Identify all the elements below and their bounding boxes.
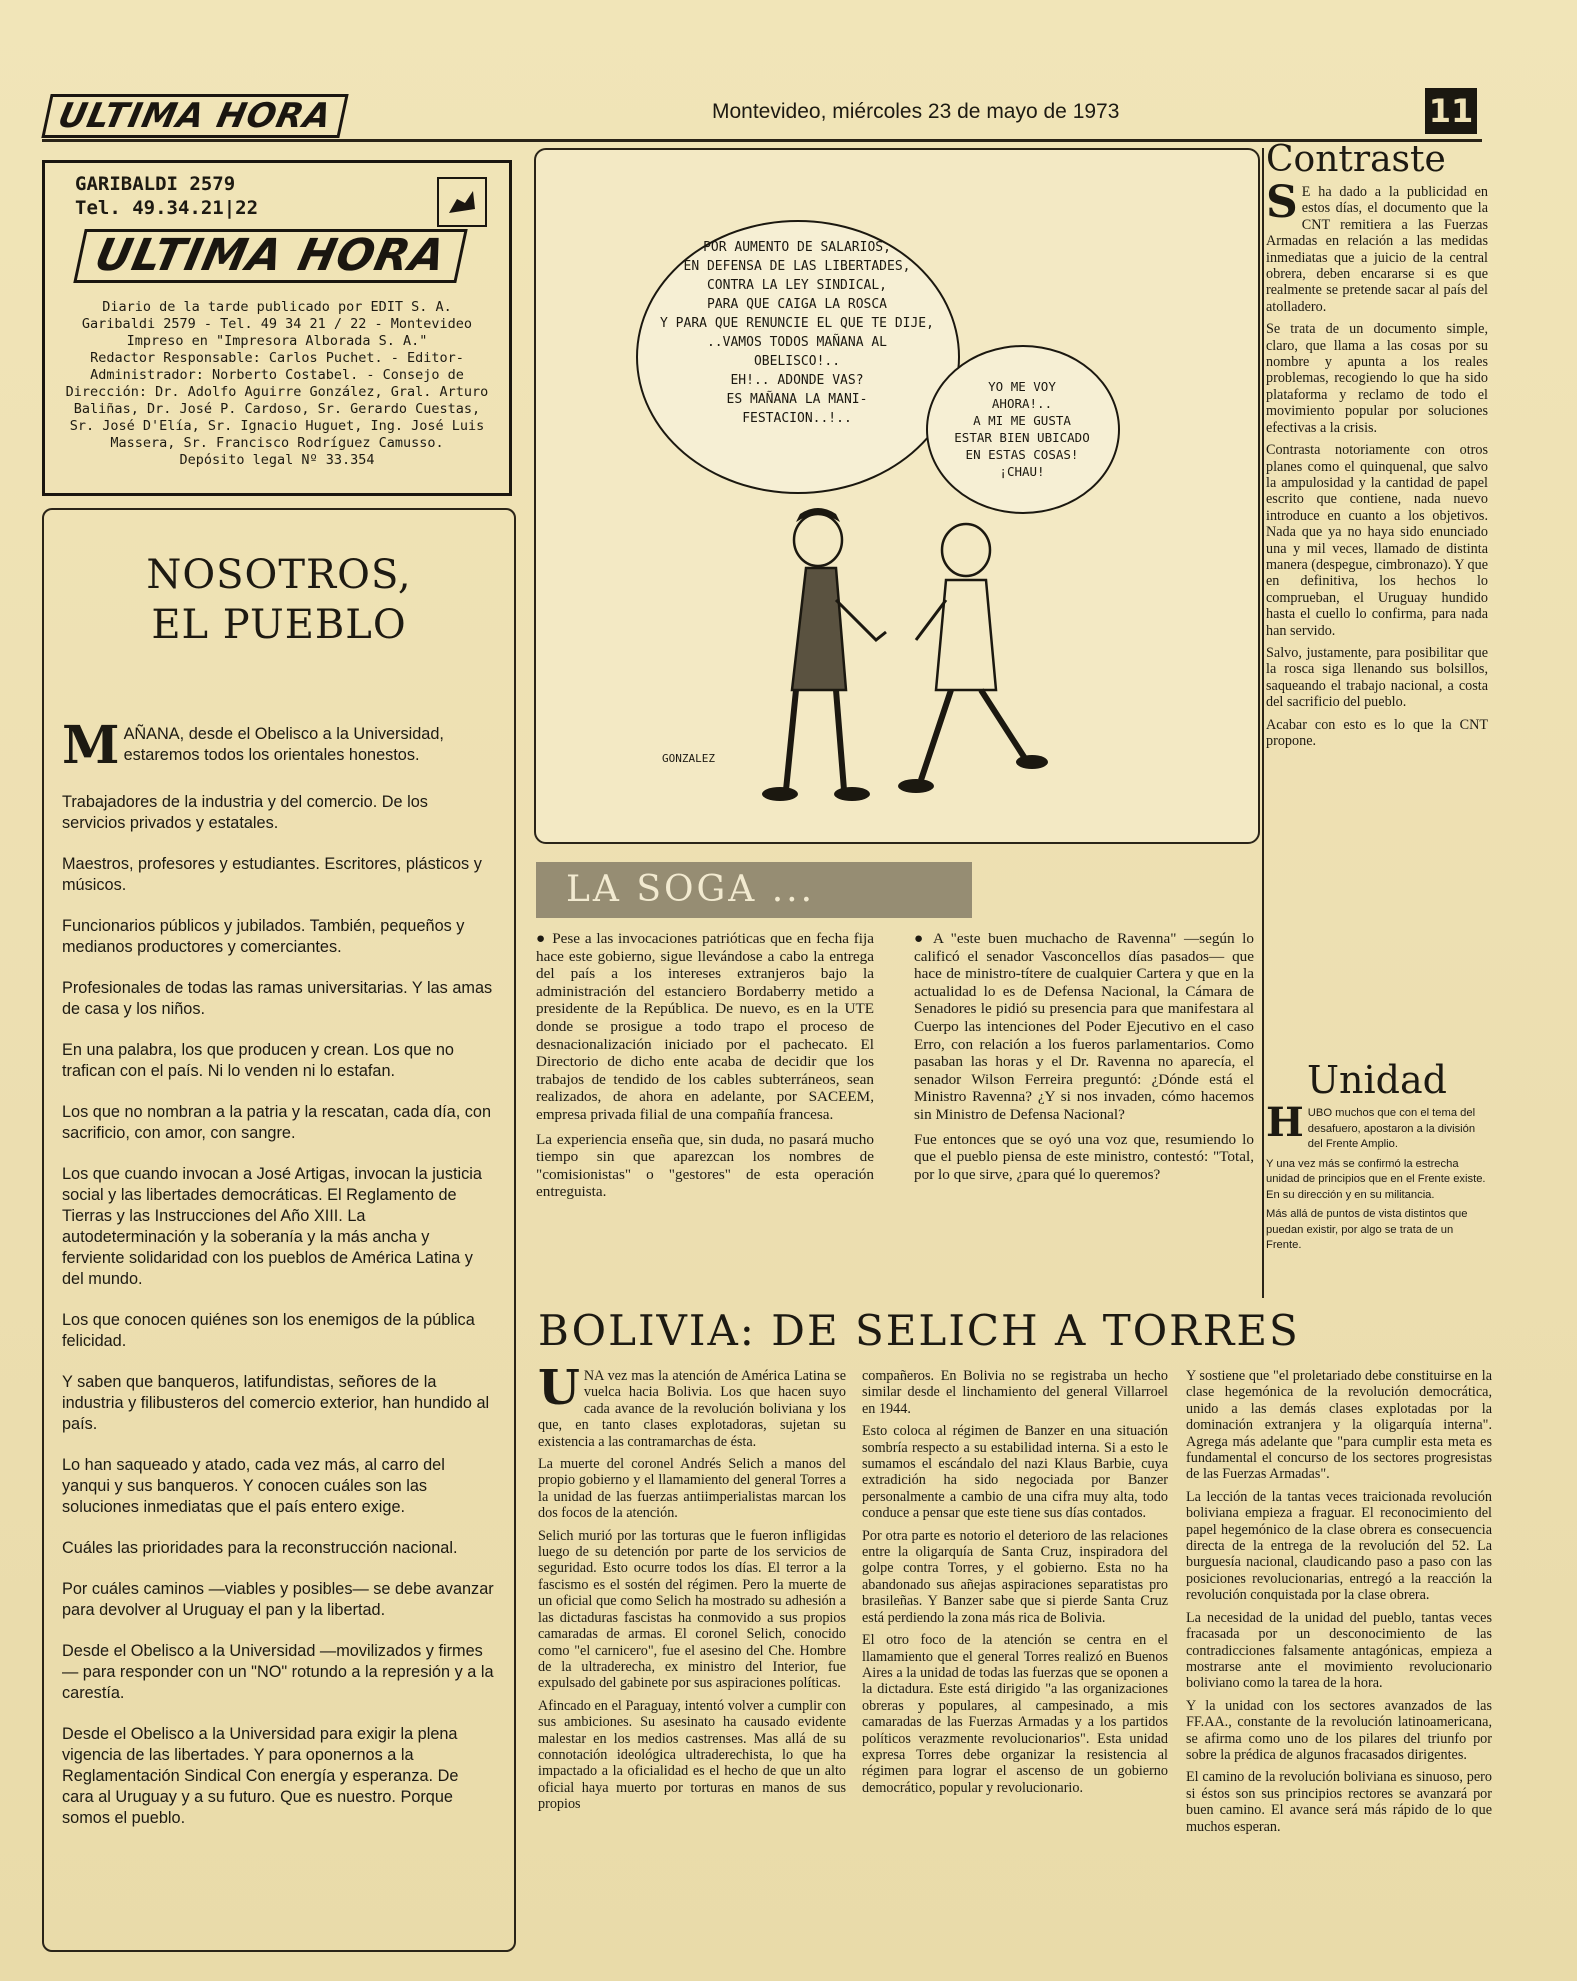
- contraste-body: [1266, 177, 1488, 749]
- bullet-icon: ●: [914, 930, 927, 947]
- soga-column-2: [914, 930, 1254, 1190]
- cartoonist-signature: GONZALEZ: [662, 752, 715, 765]
- dropcap: H: [1266, 1099, 1304, 1146]
- dropcap: S: [1266, 177, 1298, 228]
- soga-header-band: LA SOGA ...: [536, 862, 972, 918]
- bolivia-headline: BOLIVIA: DE SELICH A TORRES: [538, 1306, 1300, 1355]
- paragraph: Esto coloca al régimen de Banzer en una situación sombría respecto a su estabilidad interna. Si a esto le sumamos el escándalo del nazi Klaus Barbie, cuya extradición ha sido negociada por Banzer personalmente a cambio de una cifra muy alta, todo conduce a pensar que este tiene sus días contados.: [862, 1423, 1168, 1522]
- paragraph: Afincado en el Paraguay, intentó volver a cumplir con sus ambiciones. Su asesinato ha causado evidente malestar en los medios castrenses. Mas allá de su connotación ideológica ultraderechista, lo que ha impactado a la oficialidad es el hecho de que un alto oficial haya muerto por torturas en manos de sus propios: [538, 1697, 846, 1813]
- paragraph: El otro foco de la atención se centra en el llamamiento que el general Torres realizó en Buenos Aires a la unidad de todas las fuerzas que se oponen a la dictadura. Este está dirigido "a las organizaciones obreras y populares, al campesinado, a mis camaradas de las Fuerzas Armadas y a los partidos políticos verazmente revolucionarios". Esta unidad expresa Torres debe organizar la resistencia al régimen para lograr el ascenso de un gobierno democrático, popular y revolucionario.: [862, 1632, 1168, 1796]
- paragraph: Cuáles las prioridades para la reconstrucción nacional.: [62, 1539, 458, 1557]
- paragraph: Los que cuando invocan a José Artigas, invocan la justicia social y las libertades democráticas. El Reglamento de Tierras y las Instrucciones del Año XIII. La autodeterminación y la soberanía y la más ancha y ferviente solidaridad con los pueblos de América Latina y del mundo.: [62, 1165, 482, 1288]
- dropcap: U: [538, 1360, 580, 1416]
- paragraph: Salvo, justamente, para posibilitar que la rosca siga llenando sus bolsillos, saqueando el trabajo nacional, a costa del sacrificio del pueblo.: [1266, 644, 1488, 711]
- paragraph: Y sostiene que "el proletariado debe constituirse en la clase hegemónica de la revolución democrática, unido a las demás clases explotadas por la dominación extranjera y la oligarquía interna". Agrega más adelante que "para cumplir esta meta es fundamental el concurso de los sectores progresistas de las Fuerzas Armadas".: [1186, 1368, 1492, 1483]
- paragraph: La muerte del coronel Andrés Selich a manos del propio gobierno y el llamamiento del general Torres a la unidad de las fuerzas antiimperialistas marcan los dos focos de la atención.: [538, 1456, 846, 1522]
- dateline: Montevideo, miércoles 23 de mayo de 1973: [712, 100, 1120, 123]
- lead-text: E ha dado a la publicidad en estos días, el documento que la CNT remitiera a las Fuerzas Armadas en relación a las medidas inmediatas que a juicio de la central obrera, deben encararse si es que realmente se pretende sacar al país del atolladero.: [1266, 184, 1488, 315]
- paragraph: Fue entonces que se oyó una voz que, resumiendo lo que el pueblo piensa de este ministro, contestó: "Total, por lo que sirve, ¿para qué lo queremos?: [914, 1130, 1254, 1183]
- infobox-credits: [53, 299, 501, 469]
- bolivia-column-1: [538, 1360, 846, 1819]
- unidad-article: [1266, 1058, 1488, 1254]
- soga-column-1: [536, 930, 874, 1208]
- lead-text: UBO muchos que con el tema del desafuero, apostaron a la división del Frente Amplio.: [1307, 1107, 1476, 1150]
- paragraph: La necesidad de la unidad del pueblo, tantas veces fracasada por un desconocimiento de las contradicciones falsamente antagónicas, empieza a mostrarse ante el movimiento revolucionario boliviano como la tarea de la hora.: [1186, 1609, 1492, 1692]
- paragraph: Los que no nombran a la patria y la rescatan, cada día, con sacrificio, con amor, con sangre.: [62, 1103, 492, 1142]
- paragraph: La experiencia enseña que, sin duda, no pasará mucho tiempo sin que aparezcan los nombres de "comisionistas" o "gestores" de esta operación entreguista.: [536, 1130, 874, 1201]
- contraste-article: [1266, 140, 1488, 755]
- infobox-phone: Tel. 49.34.21|22: [75, 197, 259, 219]
- infobox-logo: ULTIMA HORA: [73, 229, 468, 283]
- lead-paragraph: [1266, 1099, 1488, 1153]
- masthead-logo: ULTIMA HORA: [41, 94, 349, 138]
- page-number: 11: [1425, 88, 1477, 134]
- paragraph: compañeros. En Bolivia no se registraba un hecho similar desde el linchamiento del general Villarroel en 1944.: [862, 1368, 1168, 1417]
- infobox-emblem-icon: [437, 177, 487, 227]
- cartoon-figures-illustration: [736, 490, 1076, 820]
- unidad-title: Unidad: [1307, 1058, 1447, 1102]
- nosotros-body: [62, 715, 494, 1849]
- paragraph: Y una vez más se confirmó la estrecha unidad de principios que en el Frente existe. En su dirección y en su militancia.: [1266, 1157, 1486, 1201]
- infobox-line: Administrador: Norberto Costabel. - Consejo de: [90, 367, 464, 383]
- paragraph: Maestros, profesores y estudiantes. Escritores, plásticos y músicos.: [62, 855, 482, 894]
- paragraph: Lo han saqueado y atado, cada vez más, al carro del yanqui y sus banqueros. Y conocen cuáles son las soluciones inmediatas que el país entero exige.: [62, 1456, 445, 1516]
- paragraph: Y saben que banqueros, latifundistas, señores de la industria y filibusteros del comercio exterior, han hundido al país.: [62, 1373, 490, 1433]
- dropcap: M: [62, 715, 120, 776]
- unidad-body: [1266, 1099, 1488, 1254]
- infobox-line: Impreso en "Impresora Alborada S. A.": [126, 333, 428, 349]
- paragraph: Los que conocen quiénes son los enemigos de la pública felicidad.: [62, 1311, 475, 1350]
- paragraph: Desde el Obelisco a la Universidad para exigir la plena vigencia de las libertades. Y para oponernos a la Reglamentación Sindical Con energía y esperanza. De cara al Uruguay y a su futuro. Que es nuestro. Porque somos el pueblo.: [62, 1725, 459, 1827]
- bolivia-column-2: [862, 1368, 1168, 1802]
- paragraph: Profesionales de todas las ramas universitarias. Y las amas de casa y los niños.: [62, 979, 493, 1018]
- infobox-line: Baliñas, Dr. José P. Cardoso, Sr. Gerardo Cuestas,: [73, 401, 481, 417]
- soga-item: ● A "este buen muchacho de Ravenna" —según lo calificó el senador Vasconcellos días pasados— que hace de ministro-títere de cualquier Cartera y que en la actualidad lo es de Defensa Nacional, la Cámara de Senadores le pidió su presencia para que manifestara al Cuerpo las intenciones del Poder Ejecutivo en el caso Erro, con relación a los fueros parlamentarios. Como pasaban las horas y el Dr. Ravenna no aparecía, el senador Wilson Ferreira preguntó: ¿Dónde está el Ministro Ravenna? ¿Y si nos invaden, cómo hacemos sin Ministro de Defensa Nacional?: [914, 930, 1254, 1123]
- paragraph: Desde el Obelisco a la Universidad —movilizados y firmes— para responder con un "NO" rotundo a la represión y a la carestía.: [62, 1642, 494, 1702]
- infobox-address: GARIBALDI 2579: [75, 173, 236, 195]
- paragraph: Se trata de un documento simple, claro, que llama a las cosas por su nombre y apunta a los reales problemas, recogiendo lo que ha sido plataforma y reclamo de todo el movimiento popular por soluciones efectivas a la crisis.: [1266, 321, 1488, 436]
- publisher-infobox: [42, 160, 512, 496]
- infobox-line: Depósito legal Nº 33.354: [179, 452, 375, 468]
- paragraph: En una palabra, los que producen y crean. Los que no trafican con el país. Ni lo venden ni lo estafan.: [62, 1041, 454, 1080]
- cartoon-panel: [534, 148, 1260, 844]
- lead-text: NA vez mas la atención de América Latina se vuelca hacia Bolivia. Los que hacen suyo cada avance de la revolución boliviana y los que, en tanto clases explotadoras, sujetan su existencia a las contramarchas de ésta.: [538, 1368, 846, 1450]
- paragraph: El camino de la revolución boliviana es sinuoso, pero si éstos son sus principios rectores se avanzará por buen camino. El avance será más rápido de lo que muchos esperan.: [1186, 1769, 1492, 1835]
- infobox-line: Dirección: Dr. Adolfo Aguirre González, Gral. Arturo: [65, 384, 489, 400]
- paragraph: La lección de la tantas veces traicionada revolución boliviana empieza a fraguar. El reconocimiento del papel hegemónico de la clase obrera es consecuencia directa de la entrega de la revolución del 52. La burguesía nacional, claudicando paso a paso con las posiciones revolucionarias, entregó a la reacción la revolución conquistada por la clase obrera.: [1186, 1488, 1492, 1604]
- speech-text-right: YO ME VOY AHORA!.. A MI ME GUSTA ESTAR BIEN UBICADO EN ESTAS COSAS! ¡CHAU!: [954, 379, 1090, 479]
- paragraph: Acabar con esto es lo que la CNT propone.: [1266, 716, 1488, 749]
- infobox-line: Massera, Sr. Francisco Rodríguez Camusso.: [110, 435, 444, 451]
- infobox-line: Redactor Responsable: Carlos Puchet. - Editor-: [90, 350, 464, 366]
- bullet-icon: ●: [536, 930, 547, 947]
- paragraph: Y la unidad con los sectores avanzados de las FF.AA., constante de la revolución latinoamericana, se afirma como uno de los pilares del triunfo por sobre la prédica de algunos fracasados dirigentes.: [1186, 1697, 1492, 1763]
- bolivia-column-3: [1186, 1368, 1492, 1841]
- lead-paragraph: [1266, 177, 1488, 315]
- lead-paragraph: [538, 1360, 846, 1450]
- paragraph: Trabajadores de la industria y del comercio. De los servicios privados y estatales.: [62, 793, 428, 832]
- title-line: EL PUEBLO: [151, 602, 407, 648]
- lead-paragraph: [62, 715, 494, 776]
- lead-text: AÑANA, desde el Obelisco a la Universidad, estaremos todos los orientales honestos.: [123, 725, 444, 764]
- contraste-title: Contraste: [1266, 139, 1446, 180]
- paragraph: Funcionarios públicos y jubilados. También, pequeños y medianos productores y comerciantes.: [62, 917, 465, 956]
- column-rule: [1262, 148, 1264, 1298]
- nosotros-title: [44, 550, 514, 650]
- paragraph: Más allá de puntos de vista distintos que puedan existir, por algo se trata de un Frente.: [1266, 1208, 1468, 1251]
- paragraph: Por cuáles caminos —viables y posibles— se debe avanzar para devolver al Uruguay el pan y la libertad.: [62, 1580, 494, 1619]
- nosotros-article: [42, 508, 516, 1952]
- paragraph: Contrasta notoriamente con otros planes como el quinquenal, que salvo la ampulosidad y la cantidad de papel escrito que contiene, nada nuevo introduce en cuanto a los objetivos. Nada que ya no haya sido enunciado una y mil veces, llamado de distinta manera (despegue, cimbronazo). Y que en definitiva, los hechos lo comprueban, el Uruguay hundido hasta el cuello lo confirma, para nada han servido.: [1266, 442, 1488, 639]
- speech-text-left: POR AUMENTO DE SALARIOS, EN DEFENSA DE LAS LIBERTADES, CONTRA LA LEY SINDICAL, PARA QUE CAIGA LA ROSCA Y PARA QUE RENUNCIE EL QUE TE DIJE, ..VAMOS TODOS MAÑANA AL OBELISCO!.. EH!.. ADONDE VAS? ES MAÑANA LA MANI- FESTACION..!..: [660, 240, 934, 426]
- paragraph: Por otra parte es notorio el deterioro de las relaciones entre la oligarquía de Santa Cruz, inspiradora del golpe contra Torres, y el gobierno. Esta no ha abandonado sus añejas aspiraciones separatistas pro brasileñas. Y Banzer sabe que si pierde Santa Cruz está perdiendo la zona más rica de Bolivia.: [862, 1527, 1168, 1626]
- paragraph: Selich murió por las torturas que le fueron infligidas luego de su detención por parte de los servicios de seguridad. Esto ocurre todos los días. El terror a la fascismo es el sostén del régimen. Pero la muerte de un oficial que como Selich ha mostrado su adhesión a las dictaduras fascistas ha conmovido a sus propios camaradas de armas. El coronel Selich, conocido como "el carnicero", fue el asesino del Che. Hombre de la ultraderecha, ex ministro del Interior, fue expulsado del gabinete por sus aspiraciones políticas.: [538, 1527, 846, 1692]
- soga-item: ● Pese a las invocaciones patrióticas que en fecha fija hace este gobierno, sigue llevándose a cabo la entrega del país a los intereses extranjeros bajo la administración del estanciero Bordaberry metido a presidente de la República. De nuevo, es en la UTE donde se prosigue a todo trapo el proceso de desnacionalización iniciado por el pachecato. El Directorio de dicho ente acaba de decidir que los trabajos de tendido de los cables subterráneos, sean realizados, de ahora en adelante, por SACEEM, empresa privada filial de una compañía francesa.: [536, 930, 874, 1123]
- infobox-line: Sr. José D'Elía, Sr. Ignacio Huguet, Ing. José Luis: [69, 418, 485, 434]
- infobox-line: Diario de la tarde publicado por EDIT S. A.: [102, 299, 452, 315]
- title-line: NOSOTROS,: [146, 552, 412, 598]
- infobox-line: Garibaldi 2579 - Tel. 49 34 21 / 22 - Montevideo: [81, 316, 473, 332]
